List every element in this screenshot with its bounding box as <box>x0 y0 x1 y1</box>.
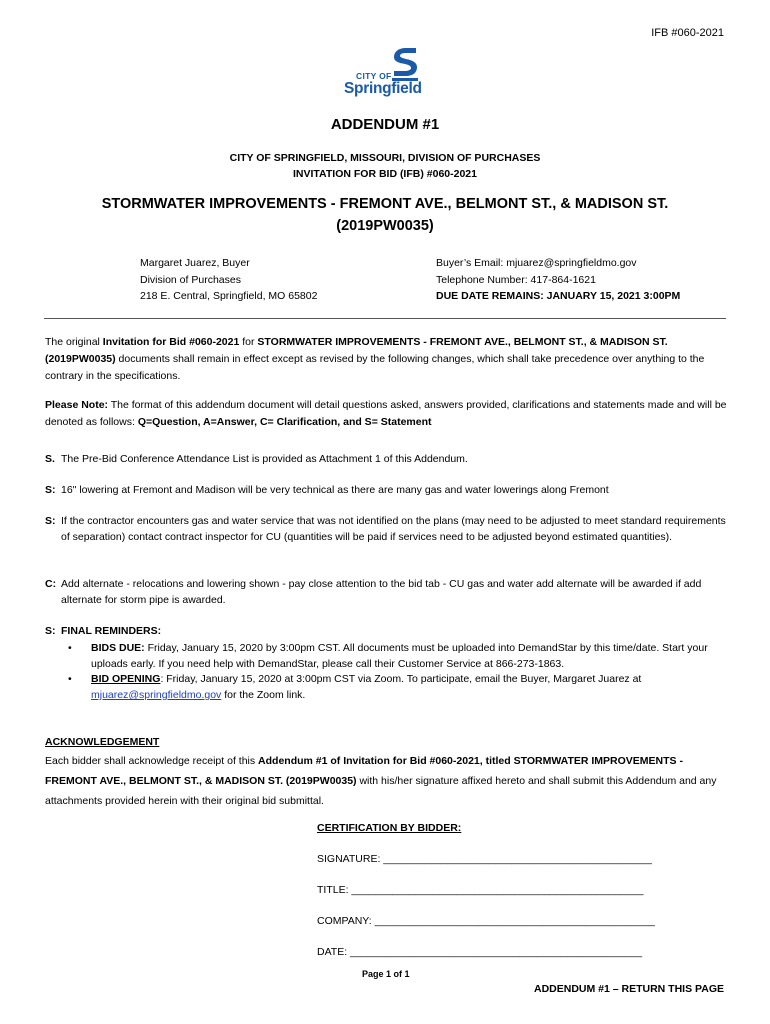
due-date: DUE DATE REMAINS: JANUARY 15, 2021 3:00PM <box>436 290 681 302</box>
buyer-email-link[interactable]: mjuarez@springfieldmo.gov <box>91 689 222 701</box>
buyer-division: Division of Purchases <box>140 273 241 286</box>
item-statement <box>45 513 728 545</box>
bullet-icon: • <box>68 673 72 685</box>
ack-text: Each bidder shall acknowledge receipt of this <box>45 755 259 767</box>
buyer-email: Buyer’s Email: mjuarez@springfieldmo.gov <box>436 257 637 269</box>
note-label: Please Note: <box>45 399 109 411</box>
company-field[interactable]: COMPANY: ________________________________________________ <box>317 915 655 927</box>
item-text: If the contractor encounters gas and water service that was not identified on the plans (may need to be adjusted to meet standard requirements of separation) contact contract inspector for CU (quantities will be paid if services need to be adjusted beyond estimated quantities). <box>61 515 726 543</box>
ack-reference: Addendum #1 of Invitation for Bid #060-2021, titled STORMWATER IMPROVEMENTS - FREMONT AVE., BELMONT ST., & MADISON ST. (2019PW0035) <box>45 755 683 787</box>
project-title-line2: (2019PW0035) <box>336 218 434 234</box>
city-logo <box>344 46 428 102</box>
final-reminders <box>45 623 728 639</box>
intro-text: for <box>239 336 258 348</box>
item-clarification <box>45 576 728 608</box>
intro-text: The original <box>45 336 103 348</box>
logo-city-of: CITY OF <box>356 71 392 81</box>
item-statement <box>45 482 728 498</box>
item-text: Add alternate - relocations and lowering shown - pay close attention to the bid tab - CU gas and water add alternate will be awarded if add alternate for storm pipe is awarded. <box>61 578 702 606</box>
bid-opening-text: : Friday, January 15, 2020 at 3:00pm CST via Zoom. To participate, email the Buyer, Margaret Juarez at <box>160 673 642 685</box>
intro-ifb: Invitation for Bid #060-2021 <box>102 336 240 348</box>
buyer-address: 218 E. Central, Springfield, MO 65802 <box>140 290 318 302</box>
title-field[interactable]: TITLE: __________________________________________________ <box>317 884 644 896</box>
date-field[interactable]: DATE: __________________________________________________ <box>317 946 643 958</box>
item-text: 16" lowering at Fremont and Madison will be very technical as there are many gas and water lowerings along Fremont <box>61 484 609 496</box>
invitation-line: INVITATION FOR BID (IFB) #060-2021 <box>293 168 477 180</box>
bids-due-text: Friday, January 15, 2020 by 3:00pm CST. All documents must be uploaded into DemandStar by this time/date. Start your uploads early. If you need help with DemandStar, please call their Customer Service at 866-273-1863. <box>91 642 708 670</box>
item-label: S: <box>45 484 56 496</box>
note-legend: Q=Question, A=Answer, C= Clarification, and S= Statement <box>137 416 432 428</box>
acknowledgement-heading: ACKNOWLEDGEMENT <box>45 736 160 748</box>
item-text: The Pre-Bid Conference Attendance List is provided as Attachment 1 of this Addendum. <box>61 453 468 465</box>
project-title-line1: STORMWATER IMPROVEMENTS - FREMONT AVE., BELMONT ST., & MADISON ST. <box>101 196 669 212</box>
signature-field[interactable]: SIGNATURE: ______________________________________________ <box>317 853 652 865</box>
intro-project: STORMWATER IMPROVEMENTS - FREMONT AVE., BELMONT ST., & MADISON ST. (2019PW0035) <box>45 336 668 365</box>
page-number: Page 1 of 1 <box>362 969 410 979</box>
bullet-icon: • <box>68 642 72 654</box>
item-label: S. <box>45 453 55 465</box>
note-paragraph <box>45 397 728 431</box>
divider <box>44 318 726 319</box>
buyer-contact-block <box>140 255 317 305</box>
ack-text: with his/her signature affixed hereto and shall submit this Addendum and any attachments provided herein with their original bid submittal. <box>45 775 717 807</box>
org-line: CITY OF SPRINGFIELD, MISSOURI, DIVISION OF PURCHASES <box>229 152 541 164</box>
bullet-bid-opening <box>68 671 728 703</box>
bid-opening-label: BID OPENING <box>91 673 161 685</box>
item-label: S: <box>45 515 56 527</box>
ifb-reference: IFB #060-2021 <box>651 27 724 39</box>
intro-paragraph <box>45 334 728 385</box>
bids-due-label: BIDS DUE: <box>91 642 145 654</box>
reminders-title: FINAL REMINDERS: <box>61 625 162 637</box>
item-statement <box>45 451 728 467</box>
certification-heading: CERTIFICATION BY BIDDER: <box>317 822 462 834</box>
note-text: The format of this addendum document will detail questions asked, answers provided, clarifications and statements made and will be denoted as follows: <box>45 399 727 428</box>
addendum-title: ADDENDUM #1 <box>330 116 440 133</box>
bullet-bids-due <box>68 640 728 672</box>
item-label: C: <box>45 578 57 590</box>
buyer-info-block <box>436 255 680 305</box>
return-page-note: ADDENDUM #1 – RETURN THIS PAGE <box>534 983 724 995</box>
bid-opening-tail: for the Zoom link. <box>221 689 306 701</box>
buyer-name: Margaret Juarez, Buyer <box>140 257 250 269</box>
item-label: S: <box>45 625 56 637</box>
acknowledgement-paragraph <box>45 751 728 811</box>
intro-text: documents shall remain in effect except as revised by the following changes, which shall take precedence over anything to the contrary in the specifications. <box>45 353 705 382</box>
buyer-phone: Telephone Number: 417-864-1621 <box>436 273 596 286</box>
logo-springfield: Springfield <box>344 80 422 97</box>
